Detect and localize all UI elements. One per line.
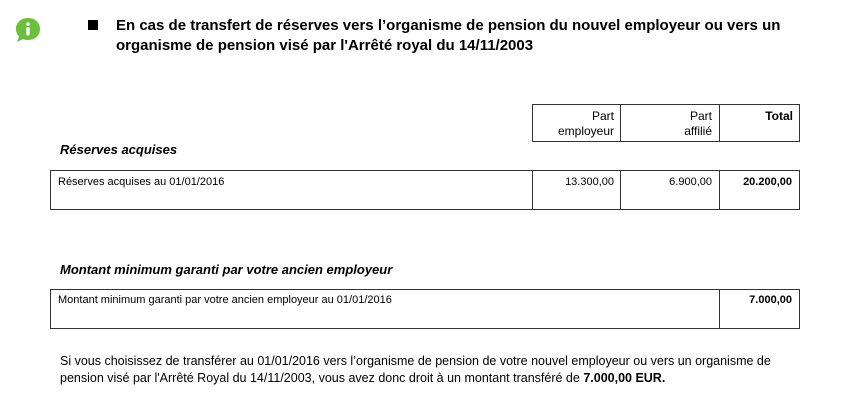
heading-line-1: En cas de transfert de réserves vers l’organisme de pension du nouvel employeur ou vers un [116, 17, 781, 34]
table-header-divider [620, 104, 621, 142]
row-divider [620, 170, 621, 210]
reserves-row-label: Réserves acquises au 01/01/2016 [58, 176, 225, 188]
header-member-part: Part affilié [684, 109, 712, 138]
header-employer-part: Part employeur [557, 109, 614, 138]
row-divider [719, 170, 720, 210]
paragraph-amount: 7.000,00 EUR. [583, 371, 666, 385]
minimum-total-value: 7.000,00 [749, 294, 792, 306]
transfer-summary-paragraph [60, 353, 800, 387]
heading-line-2: organisme de pension visé par l'Arrêté royal du 14/11/2003 [116, 37, 534, 54]
info-icon [14, 16, 42, 44]
reserves-employer-value: 13.300,00 [565, 176, 614, 188]
minimum-row-label: Montant minimum garanti par votre ancien employeur au 01/01/2016 [58, 294, 392, 306]
reserves-member-value: 6.900,00 [669, 176, 712, 188]
row-divider [719, 289, 720, 329]
table-header-divider [719, 104, 720, 142]
bullet-square [88, 20, 98, 30]
paragraph-text: Si vous choisissez de transférer au 01/01/2016 vers l’organisme de pension de votre nouvel employeur ou vers un organisme de pension visé par l'Arrêté Royal du 14/11/2003, vous avez donc droit à un montant transféré de [60, 354, 771, 385]
row-divider [532, 170, 533, 210]
heading-text [116, 16, 816, 56]
header-total: Total [765, 109, 793, 123]
minimum-section-title: Montant minimum garanti par votre ancien employeur [60, 262, 393, 277]
reserves-total-value: 20.200,00 [743, 176, 792, 188]
reserves-section-title: Réserves acquises [60, 142, 178, 157]
